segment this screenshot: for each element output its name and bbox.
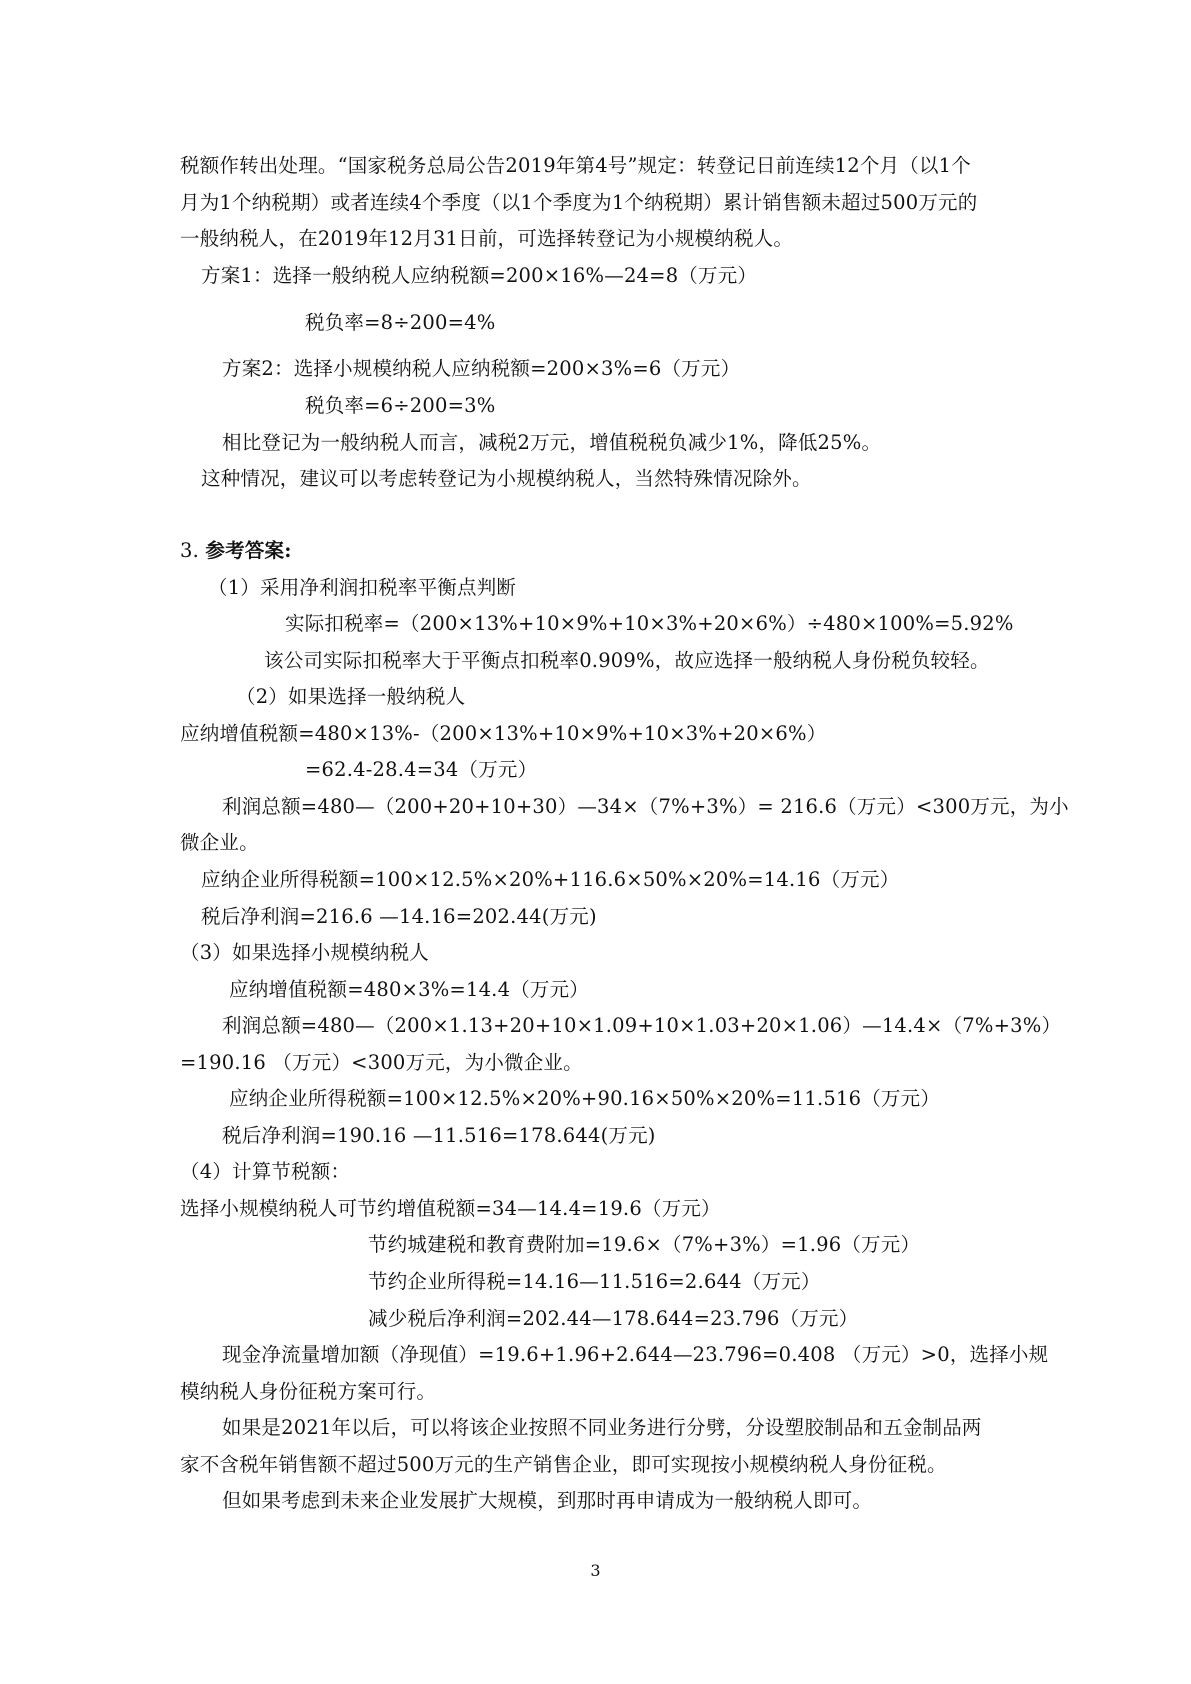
page-number: 3 — [590, 1561, 601, 1580]
formula-line: 应纳增值税额=480×13%-（200×13%+10×9%+10×3%+20×6%） — [180, 722, 827, 745]
answer-line: 但如果考虑到未来企业发展扩大规模，到那时再申请成为一般纳税人即可。 — [222, 1489, 873, 1512]
section-number: 3. — [180, 539, 200, 562]
formula-line: 应纳企业所得税额=100×12.5%×20%+90.16×50%×20%=11.516（万元） — [229, 1087, 941, 1110]
formula-line: 减少税后净利润=202.44—178.644=23.796（万元） — [368, 1307, 859, 1330]
formula-line: 实际扣税率=（200×13%+10×9%+10×3%+20×6%）÷480×100%=5.92% — [285, 612, 1014, 635]
answer-subheading: （2）如果选择一般纳税人 — [236, 685, 466, 708]
tax-burden-line: 税负率=8÷200=4% — [305, 311, 496, 334]
formula-line: 选择小规模纳税人可节约增值税额=34—14.4=19.6（万元） — [180, 1197, 721, 1220]
plan1-line: 方案1：选择一般纳税人应纳税额=200×16%—24=8（万元） — [201, 264, 758, 287]
answer-line: 该公司实际扣税率大于平衡点扣税率0.909%，故应选择一般纳税人身份税负较轻。 — [264, 649, 990, 672]
formula-line: 税后净利润=216.6 —14.16=202.44(万元) — [201, 905, 597, 928]
plan2-line: 方案2：选择小规模纳税人应纳税额=200×3%=6（万元） — [222, 357, 741, 380]
formula-line: 利润总额=480—（200×1.13+20+10×1.09+10×1.03+20×1.06）—14.4×（7%+3%） — [222, 1014, 1062, 1037]
formula-line: =62.4-28.4=34（万元） — [305, 758, 538, 781]
formula-line: 利润总额=480—（200+20+10+30）—34×（7%+3%）= 216.6（万元）<300万元，为小 — [222, 795, 1069, 818]
formula-line: 应纳增值税额=480×3%=14.4（万元） — [229, 978, 589, 1001]
paragraph-line: 月为1个纳税期）或者连续4个季度（以1个季度为1个纳税期）累计销售额未超过500万元的 — [180, 191, 978, 214]
answer-line: 微企业。 — [180, 831, 259, 854]
formula-line: 税后净利润=190.16 —11.516=178.644(万元) — [222, 1124, 656, 1147]
tax-burden-line: 税负率=6÷200=3% — [305, 394, 496, 417]
section-title: 参考答案: — [205, 539, 292, 562]
paragraph-line: 税额作转出处理。“国家税务总局公告2019年第4号”规定：转登记日前连续12个月（以1个 — [180, 154, 971, 177]
formula-line: 现金净流量增加额（净现值）=19.6+1.96+2.644—23.796=0.408 （万元）>0，选择小规 — [222, 1343, 1049, 1366]
answer-line: 家不含税年销售额不超过500万元的生产销售企业，即可实现按小规模纳税人身份征税。 — [180, 1453, 947, 1476]
formula-line: 节约城建税和教育费附加=19.6×（7%+3%）=1.96（万元） — [368, 1233, 921, 1256]
formula-line: 节约企业所得税=14.16—11.516=2.644（万元） — [368, 1270, 821, 1293]
paragraph-line: 相比登记为一般纳税人而言，减税2万元，增值税税负减少1%，降低25%。 — [222, 431, 882, 454]
formula-line: 应纳企业所得税额=100×12.5%×20%+116.6×50%×20%=14.16（万元） — [201, 868, 900, 891]
answer-subheading: （4）计算节税额： — [180, 1160, 351, 1183]
answer-subheading: （3）如果选择小规模纳税人 — [180, 941, 430, 964]
answer-line: 如果是2021年以后，可以将该企业按照不同业务进行分劈，分设塑胶制品和五金制品两 — [222, 1416, 982, 1439]
answer-line: 模纳税人身份征税方案可行。 — [180, 1380, 437, 1403]
answer-subheading: （1）采用净利润扣税率平衡点判断 — [208, 576, 517, 599]
formula-line: =190.16 （万元）<300万元，为小微企业。 — [180, 1051, 583, 1074]
paragraph-line: 这种情况，建议可以考虑转登记为小规模纳税人，当然特殊情况除外。 — [201, 467, 812, 490]
paragraph-line: 一般纳税人，在2019年12月31日前，可选择转登记为小规模纳税人。 — [180, 227, 794, 250]
section-heading — [180, 538, 292, 564]
